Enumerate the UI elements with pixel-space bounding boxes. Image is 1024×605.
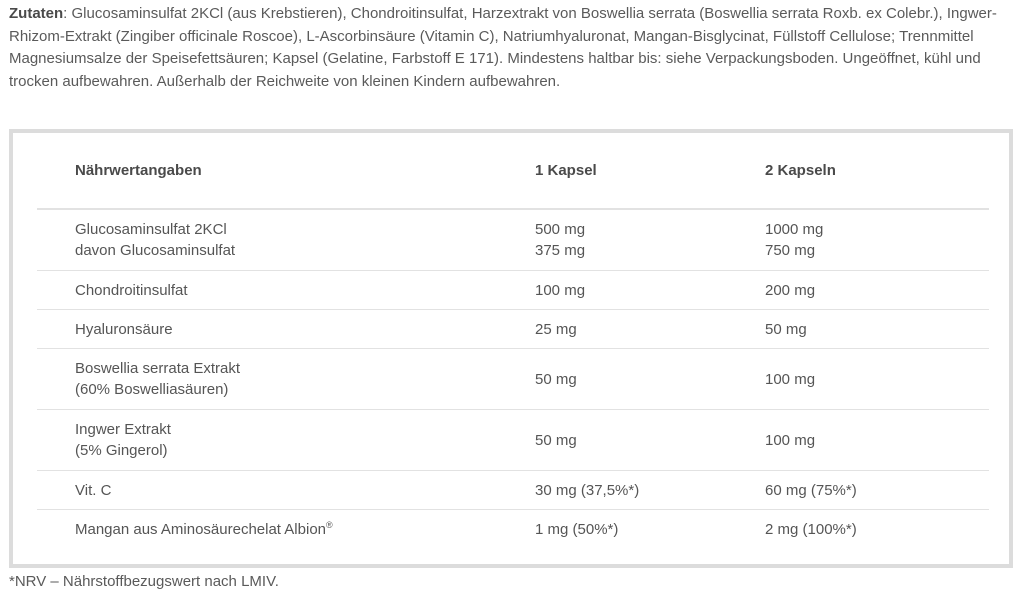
row-two-value: 50 mg bbox=[765, 310, 989, 349]
row-two-subvalue: 750 mg bbox=[765, 242, 816, 259]
ingredients-paragraph bbox=[9, 3, 1019, 93]
row-one-value: 100 mg bbox=[535, 271, 765, 310]
row-two-value: 1000 mg bbox=[765, 221, 824, 238]
row-subname: (5% Gingerol) bbox=[75, 442, 168, 459]
row-subname: (60% Boswelliasäuren) bbox=[75, 381, 229, 398]
row-name: Chondroitinsulfat bbox=[37, 271, 535, 310]
table-row-glucosamine bbox=[37, 209, 989, 271]
row-name: Boswellia serrata Extrakt bbox=[75, 360, 241, 377]
header-two-capsules: 2 Kapseln bbox=[765, 133, 989, 209]
row-name: Ingwer Extrakt bbox=[75, 421, 171, 438]
ingredients-label: Zutaten bbox=[9, 5, 64, 22]
table-row-ginger bbox=[37, 410, 989, 471]
row-one-value: 50 mg bbox=[535, 410, 765, 471]
row-two-value: 100 mg bbox=[765, 410, 989, 471]
row-one-value: 1 mg (50%*) bbox=[535, 520, 619, 538]
row-name: Hyaluronsäure bbox=[37, 310, 535, 349]
row-one-value: 50 mg bbox=[535, 349, 765, 410]
table-row-vitamin-c bbox=[37, 471, 989, 510]
nrv-footnote: *NRV – Nährstoffbezugswert nach LMIV. bbox=[9, 573, 279, 590]
table-header-row bbox=[37, 133, 989, 209]
table-row-hyaluronic-acid bbox=[37, 310, 989, 349]
row-name-cell bbox=[37, 510, 535, 549]
row-subname: davon Glucosaminsulfat bbox=[75, 242, 236, 259]
row-two-value: 200 mg bbox=[765, 271, 989, 310]
row-two-value: 100 mg bbox=[765, 349, 989, 410]
row-one-value: 30 mg (37,5%*) bbox=[535, 471, 765, 510]
row-name: Vit. C bbox=[37, 471, 535, 510]
ingredients-text: : Glucosaminsulfat 2KCl (aus Krebstieren), Chondroitinsulfat, Harzextrakt von Boswellia serrata (Boswellia serrata Roxb. ex Colebr.), Ingwer-Rhizom-Extrakt (Zingiber officinale Roscoe), L-Ascorbinsäure (Vitamin C), Natriumhyaluronat, Mangan-Bisglycinat, Füllstoff Cellulose; Trennmittel Magnesiumsalze der Speisefettsäuren; Kapsel (Gelatine, Farbstoff E 171). Mindestens haltbar bis: siehe Verpackungsboden. Ungeöffnet, kühl und trocken aufbewahren. Außerhalb der Reichweite von kleinen Kindern aufbewahren. bbox=[9, 5, 997, 90]
row-two-capsules-cell bbox=[765, 209, 989, 271]
row-name: Mangan aus Aminosäurechelat Albion bbox=[75, 520, 327, 538]
row-one-value: 500 mg bbox=[535, 221, 586, 238]
row-one-subvalue: 375 mg bbox=[535, 242, 586, 259]
row-two-value: 60 mg (75%*) bbox=[765, 471, 989, 510]
header-one-capsule: 1 Kapsel bbox=[535, 133, 765, 209]
table-row-chondroitin bbox=[37, 271, 989, 310]
row-one-capsule-cell bbox=[535, 209, 765, 271]
nutrition-table bbox=[37, 133, 989, 548]
registered-mark: ® bbox=[326, 519, 333, 530]
row-two-value: 2 mg (100%*) bbox=[765, 520, 857, 538]
row-one-value: 25 mg bbox=[535, 310, 765, 349]
row-name-cell bbox=[37, 209, 535, 271]
row-name: Glucosaminsulfat 2KCl bbox=[75, 221, 227, 238]
header-nutrition-facts: Nährwertangaben bbox=[37, 133, 535, 209]
row-name-cell bbox=[37, 349, 535, 410]
row-name-cell bbox=[37, 410, 535, 471]
nutrition-table-frame bbox=[9, 129, 1013, 568]
table-row-manganese bbox=[37, 510, 989, 549]
table-row-boswellia bbox=[37, 349, 989, 410]
